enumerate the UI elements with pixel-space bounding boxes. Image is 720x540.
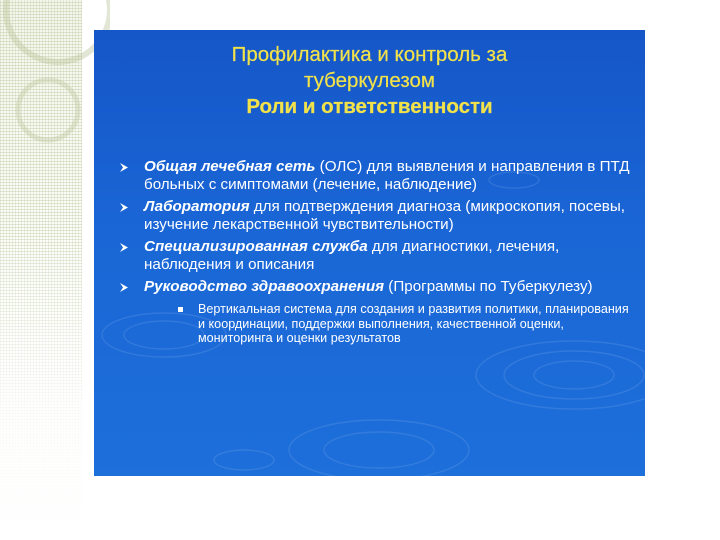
arrow-bullet-icon	[118, 278, 132, 296]
stripes-fade	[0, 230, 82, 540]
bullet-text: для подтверждения диагноза (микроскопия, посевы, изучение лекарственной чувствительности)	[144, 198, 625, 233]
bullet-item	[116, 198, 636, 234]
arrow-bullet-icon	[118, 158, 132, 176]
slide-title	[94, 42, 645, 120]
title-line-2: туберкулезом	[304, 69, 435, 92]
title-line-3: Роли и ответственности	[246, 95, 493, 118]
bullet-item	[116, 238, 636, 274]
slide	[94, 30, 645, 476]
bullet-emphasis: Специализированная служба	[144, 238, 368, 255]
bullet-emphasis: Руководство здравоохранения	[144, 278, 385, 295]
bullet-text: для диагностики, лечения, наблюдения и описания	[144, 238, 560, 273]
sub-bullet-item	[144, 302, 636, 346]
bullet-emphasis: Общая лечебная сеть	[144, 158, 316, 175]
sub-bullet-text: Вертикальная система для создания и развития политики, планирования и координации, поддержки выполнения, качественной оценки, мониторинга и оценки результатов	[198, 302, 629, 345]
bullet-item	[116, 278, 636, 346]
square-bullet-icon	[178, 307, 183, 312]
arrow-bullet-icon	[118, 238, 132, 256]
bullet-emphasis: Лаборатория	[144, 198, 250, 215]
title-line-1: Профилактика и контроль за	[231, 43, 508, 66]
bullet-list	[116, 158, 636, 350]
sub-bullet-list	[144, 302, 636, 346]
bullet-item	[116, 158, 636, 194]
bullet-text: (ОЛС) для выявления и направления в ПТД больных с симптомами (лечение, наблюдение)	[144, 158, 630, 193]
bullet-text: (Программы по Туберкулезу)	[384, 278, 593, 295]
arrow-bullet-icon	[118, 198, 132, 216]
